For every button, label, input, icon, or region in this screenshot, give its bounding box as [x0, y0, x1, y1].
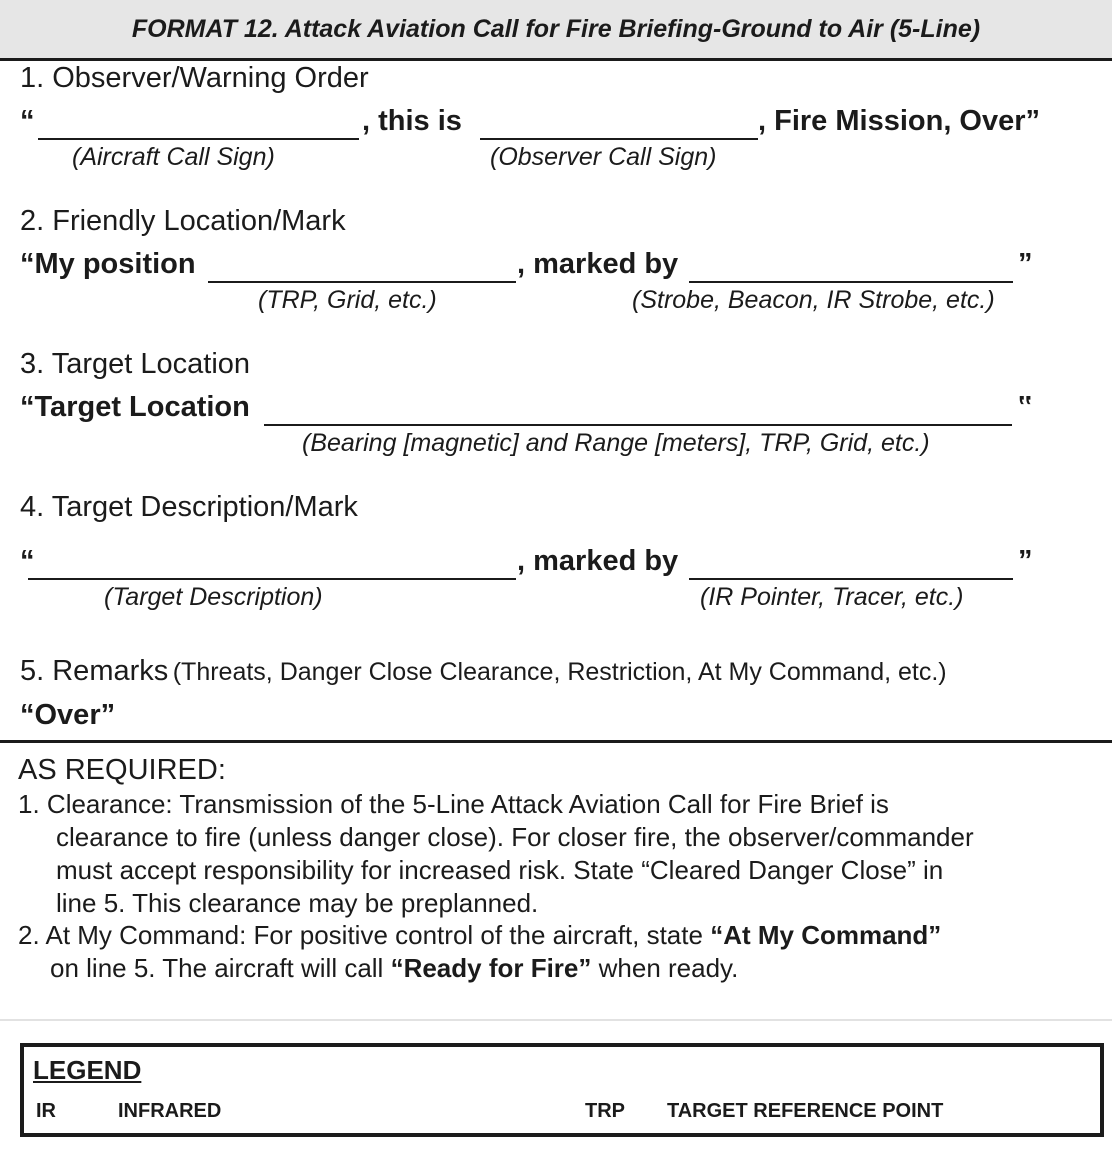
legend-divider: [0, 1019, 1112, 1021]
legend-meaning-trp: TARGET REFERENCE POINT: [667, 1100, 944, 1122]
line1-open-quote: “: [20, 105, 35, 137]
line5-over: “Over”: [20, 699, 116, 731]
format-title: FORMAT 12. Attack Aviation Call for Fire Briefing-Ground to Air (5-Line): [131, 14, 981, 43]
line1-heading: 1. Observer/Warning Order: [20, 62, 369, 94]
target-description-hint: (Target Description): [104, 583, 323, 611]
item-1-number: 1.: [18, 789, 40, 819]
aircraft-call-sign-field[interactable]: [38, 138, 359, 140]
line4-marked-by: , marked by: [517, 545, 679, 577]
item-2-text-c: when ready.: [598, 953, 739, 983]
line3-target-location: “Target Location: [20, 391, 250, 423]
item-2-bold-a: “At My Command”: [710, 920, 942, 950]
as-required-title: AS REQUIRED:: [18, 754, 226, 786]
line2-my-position: “My position: [20, 248, 196, 280]
target-location-hint: (Bearing [magnetic] and Range [meters], TRP, Grid, etc.): [302, 429, 930, 457]
legend-abbr-ir: IR: [36, 1100, 56, 1122]
format-title-bar: [0, 0, 1112, 61]
legend-title: LEGEND: [33, 1055, 142, 1085]
item-1-line-a: Clearance: Transmission of the 5-Line Attack Aviation Call for Fire Brief is: [46, 789, 889, 819]
legend-meaning-infrared: INFRARED: [118, 1100, 222, 1122]
line3-close-quote: ‟: [1018, 391, 1033, 423]
line4-open-quote: “: [20, 545, 35, 577]
line4-heading: 4. Target Description/Mark: [20, 491, 358, 523]
item-2-text-a: At My Command: For positive control of the aircraft, state: [45, 920, 703, 950]
item-1-line-c: must accept responsibility for increased risk. State “Cleared Danger Close” in: [56, 855, 944, 885]
line5-heading-detail: (Threats, Danger Close Clearance, Restriction, At My Command, etc.): [172, 658, 947, 686]
line5-heading-row: [20, 655, 947, 688]
target-mark-hint: (IR Pointer, Tracer, etc.): [700, 583, 964, 611]
line2-close-quote: ”: [1018, 248, 1033, 280]
item-2-number: 2.: [18, 920, 40, 950]
friendly-mark-hint: (Strobe, Beacon, IR Strobe, etc.): [632, 286, 995, 314]
target-location-field[interactable]: [264, 424, 1012, 426]
line2-heading: 2. Friendly Location/Mark: [20, 205, 346, 237]
line4-close-quote: ”: [1018, 545, 1033, 577]
line3-heading: 3. Target Location: [20, 348, 251, 380]
observer-call-sign-field[interactable]: [480, 138, 758, 140]
item-2-bold-b: “Ready for Fire”: [390, 953, 592, 983]
legend-abbr-trp: TRP: [585, 1100, 625, 1122]
item-1-line-d: line 5. This clearance may be preplanned.: [56, 888, 539, 918]
target-description-field[interactable]: [28, 578, 516, 580]
aircraft-call-sign-hint: (Aircraft Call Sign): [72, 143, 275, 171]
section-divider: [0, 740, 1112, 743]
line1-fire-mission: , Fire Mission, Over”: [758, 105, 1041, 137]
observer-call-sign-hint: (Observer Call Sign): [490, 143, 717, 171]
friendly-location-hint: (TRP, Grid, etc.): [258, 286, 437, 314]
as-required-item-2: [18, 919, 941, 985]
item-1-line-b: clearance to fire (unless danger close). For closer fire, the observer/commander: [56, 822, 974, 852]
line1-this-is: , this is: [362, 105, 462, 137]
friendly-location-field[interactable]: [208, 281, 516, 283]
friendly-mark-field[interactable]: [689, 281, 1013, 283]
item-2-text-b: on line 5. The aircraft will call: [50, 953, 384, 983]
line2-marked-by: , marked by: [517, 248, 679, 280]
as-required-item-1: [18, 788, 974, 920]
line5-heading: 5. Remarks: [20, 655, 169, 687]
target-mark-field[interactable]: [689, 578, 1013, 580]
legend-box: [20, 1043, 1104, 1137]
